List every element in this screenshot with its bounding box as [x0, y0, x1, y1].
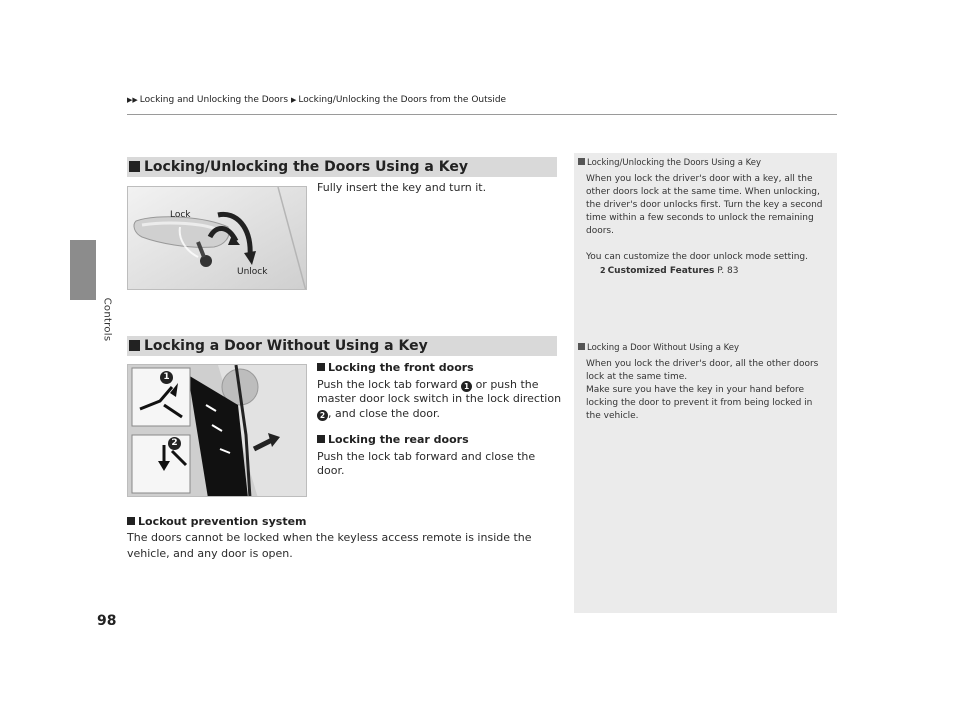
callout-2-icon: 2 [168, 437, 181, 450]
square-bullet-icon [317, 435, 325, 443]
breadcrumb [127, 95, 506, 105]
front-doors-heading: Locking the front doors [317, 361, 562, 376]
callout-1-inline-icon: 1 [461, 381, 472, 392]
breadcrumb-level2[interactable]: Locking/Unlocking the Doors from the Outside [298, 95, 507, 105]
page-number: 98 [97, 613, 117, 629]
callout-1-icon: 1 [160, 371, 173, 384]
link-arrow-icon: 2 [600, 266, 606, 275]
section-heading-nokey [127, 336, 557, 356]
square-bullet-icon [317, 363, 325, 371]
front-doors-text: Push the lock tab forward 1 or push the master door lock switch in the lock direction 2 , and close the door. [317, 377, 562, 420]
lockout-heading: Lockout prevention system [127, 514, 557, 530]
section-heading-key-text: Locking/Unlocking the Doors Using a Key [144, 159, 468, 175]
side-tab-marker [70, 240, 96, 300]
note-key-title: Locking/Unlocking the Doors Using a Key [574, 157, 837, 170]
note-key-custom: You can customize the door unlock mode setting. [586, 252, 808, 262]
note-nokey [574, 342, 837, 423]
square-bullet-icon [127, 517, 135, 525]
key-instruction: Fully insert the key and turn it. [317, 181, 487, 194]
square-bullet-icon [129, 161, 140, 172]
breadcrumb-arrow-icon: ▶▶ [127, 96, 138, 104]
side-section-label [97, 297, 113, 342]
note-marker-icon [578, 158, 585, 165]
note-key-body: When you lock the driver's door with a key, all the other doors lock at the same time. When unlocking, the driver's door unlocks first. Turn the key a second time within a few seconds to unlock the remaining doors. [586, 174, 823, 236]
note-nokey-body1: When you lock the driver's door, all the other doors lock at the same time. [586, 359, 819, 382]
note-marker-icon [578, 343, 585, 350]
header-rule [127, 114, 837, 115]
lockout-text: The doors cannot be locked when the keyless access remote is inside the vehicle, and any door is open. [127, 531, 532, 560]
door-lock-tab-illustration [127, 364, 307, 497]
callout-2-inline-icon: 2 [317, 410, 328, 421]
note-nokey-body2: Make sure you have the key in your hand before locking the door to prevent it from being locked in the vehicle. [586, 385, 813, 421]
customized-features-link[interactable]: 2 Customized Features P. 83 [600, 266, 739, 276]
side-section-text: Controls [101, 297, 113, 342]
lockout-block [127, 514, 557, 562]
rear-doors-heading: Locking the rear doors [317, 433, 562, 448]
rear-doors-text: Push the lock tab forward and close the door. [317, 449, 536, 477]
key-lock-illustration [127, 186, 307, 290]
note-nokey-title: Locking a Door Without Using a Key [574, 342, 837, 355]
door-handle-key-icon [128, 187, 307, 290]
front-doors-block [317, 361, 562, 479]
note-key [574, 157, 837, 278]
breadcrumb-level1[interactable]: Locking and Unlocking the Doors [139, 95, 289, 105]
door-interior-icon [128, 365, 307, 497]
unlock-label: Unlock [237, 267, 268, 277]
section-heading-key [127, 157, 557, 177]
section-heading-nokey-text: Locking a Door Without Using a Key [144, 338, 428, 354]
square-bullet-icon [129, 340, 140, 351]
breadcrumb-arrow-icon: ▶ [290, 96, 297, 104]
lock-label: Lock [170, 210, 191, 220]
